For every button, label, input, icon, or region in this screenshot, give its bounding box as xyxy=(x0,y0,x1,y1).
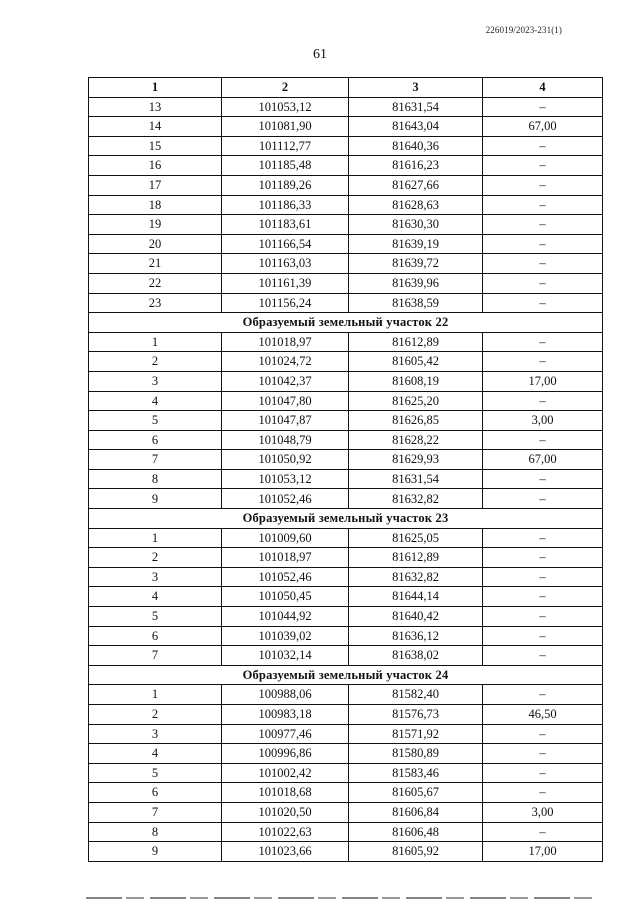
value-cell: – xyxy=(483,548,603,568)
point-number-cell: 2 xyxy=(89,352,222,372)
point-number-cell: 2 xyxy=(89,548,222,568)
value-cell: – xyxy=(483,783,603,803)
table-row xyxy=(89,822,603,842)
y-coordinate-cell: 81636,12 xyxy=(349,626,483,646)
value-cell: – xyxy=(483,97,603,117)
table-row xyxy=(89,469,603,489)
x-coordinate-cell: 101039,02 xyxy=(222,626,349,646)
point-number-cell: 6 xyxy=(89,626,222,646)
point-number-cell: 4 xyxy=(89,587,222,607)
y-coordinate-cell: 81639,72 xyxy=(349,254,483,274)
table-row xyxy=(89,528,603,548)
table-row xyxy=(89,234,603,254)
table-row xyxy=(89,705,603,725)
table-body xyxy=(89,97,603,861)
point-number-cell: 7 xyxy=(89,646,222,666)
x-coordinate-cell: 101156,24 xyxy=(222,293,349,313)
y-coordinate-cell: 81630,30 xyxy=(349,215,483,235)
value-cell: 17,00 xyxy=(483,842,603,862)
y-coordinate-cell: 81605,67 xyxy=(349,783,483,803)
x-coordinate-cell: 101002,42 xyxy=(222,763,349,783)
value-cell: – xyxy=(483,587,603,607)
point-number-cell: 2 xyxy=(89,705,222,725)
x-coordinate-cell: 100983,18 xyxy=(222,705,349,725)
y-coordinate-cell: 81643,04 xyxy=(349,117,483,137)
value-cell: – xyxy=(483,195,603,215)
point-number-cell: 5 xyxy=(89,763,222,783)
table-row xyxy=(89,273,603,293)
table-row xyxy=(89,842,603,862)
y-coordinate-cell: 81605,92 xyxy=(349,842,483,862)
value-cell: – xyxy=(483,626,603,646)
y-coordinate-cell: 81629,93 xyxy=(349,450,483,470)
x-coordinate-cell: 101009,60 xyxy=(222,528,349,548)
y-coordinate-cell: 81606,84 xyxy=(349,802,483,822)
value-cell: – xyxy=(483,136,603,156)
y-coordinate-cell: 81605,42 xyxy=(349,352,483,372)
table-row xyxy=(89,371,603,391)
value-cell: – xyxy=(483,175,603,195)
y-coordinate-cell: 81625,05 xyxy=(349,528,483,548)
value-cell: 46,50 xyxy=(483,705,603,725)
x-coordinate-cell: 101047,80 xyxy=(222,391,349,411)
x-coordinate-cell: 101163,03 xyxy=(222,254,349,274)
table-row xyxy=(89,136,603,156)
point-number-cell: 1 xyxy=(89,528,222,548)
page-number: 61 xyxy=(313,47,327,62)
section-title: Образуемый земельный участок 24 xyxy=(89,665,603,685)
value-cell: – xyxy=(483,215,603,235)
section-title-row xyxy=(89,313,603,333)
point-number-cell: 7 xyxy=(89,450,222,470)
x-coordinate-cell: 101185,48 xyxy=(222,156,349,176)
point-number-cell: 8 xyxy=(89,469,222,489)
x-coordinate-cell: 101161,39 xyxy=(222,273,349,293)
point-number-cell: 13 xyxy=(89,97,222,117)
x-coordinate-cell: 101048,79 xyxy=(222,430,349,450)
table-row xyxy=(89,391,603,411)
coordinates-table xyxy=(88,77,603,862)
value-cell: – xyxy=(483,254,603,274)
table-row xyxy=(89,411,603,431)
x-coordinate-cell: 101050,92 xyxy=(222,450,349,470)
point-number-cell: 8 xyxy=(89,822,222,842)
table-row xyxy=(89,802,603,822)
table-row xyxy=(89,646,603,666)
y-coordinate-cell: 81644,14 xyxy=(349,587,483,607)
table-row xyxy=(89,450,603,470)
y-coordinate-cell: 81628,22 xyxy=(349,430,483,450)
value-cell: – xyxy=(483,332,603,352)
point-number-cell: 5 xyxy=(89,607,222,627)
y-coordinate-cell: 81576,73 xyxy=(349,705,483,725)
value-cell: – xyxy=(483,234,603,254)
value-cell: – xyxy=(483,430,603,450)
value-cell: – xyxy=(483,763,603,783)
value-cell: – xyxy=(483,744,603,764)
value-cell: – xyxy=(483,469,603,489)
y-coordinate-cell: 81638,02 xyxy=(349,646,483,666)
section-title-row xyxy=(89,509,603,529)
point-number-cell: 1 xyxy=(89,685,222,705)
point-number-cell: 21 xyxy=(89,254,222,274)
y-coordinate-cell: 81612,89 xyxy=(349,548,483,568)
section-title: Образуемый земельный участок 23 xyxy=(89,509,603,529)
y-coordinate-cell: 81639,96 xyxy=(349,273,483,293)
x-coordinate-cell: 101023,66 xyxy=(222,842,349,862)
table-row xyxy=(89,293,603,313)
value-cell: 67,00 xyxy=(483,117,603,137)
point-number-cell: 4 xyxy=(89,391,222,411)
table-row xyxy=(89,489,603,509)
table-header-row xyxy=(89,78,603,98)
y-coordinate-cell: 81631,54 xyxy=(349,469,483,489)
x-coordinate-cell: 100988,06 xyxy=(222,685,349,705)
point-number-cell: 14 xyxy=(89,117,222,137)
x-coordinate-cell: 101022,63 xyxy=(222,822,349,842)
y-coordinate-cell: 81608,19 xyxy=(349,371,483,391)
table-row xyxy=(89,783,603,803)
table-row xyxy=(89,195,603,215)
value-cell: – xyxy=(483,685,603,705)
value-cell: 3,00 xyxy=(483,802,603,822)
table-row xyxy=(89,156,603,176)
column-header: 2 xyxy=(222,78,349,98)
x-coordinate-cell: 101024,72 xyxy=(222,352,349,372)
point-number-cell: 18 xyxy=(89,195,222,215)
x-coordinate-cell: 101189,26 xyxy=(222,175,349,195)
table-row xyxy=(89,175,603,195)
y-coordinate-cell: 81571,92 xyxy=(349,724,483,744)
point-number-cell: 19 xyxy=(89,215,222,235)
point-number-cell: 3 xyxy=(89,567,222,587)
x-coordinate-cell: 101042,37 xyxy=(222,371,349,391)
column-header: 3 xyxy=(349,78,483,98)
value-cell: – xyxy=(483,391,603,411)
y-coordinate-cell: 81632,82 xyxy=(349,567,483,587)
y-coordinate-cell: 81583,46 xyxy=(349,763,483,783)
point-number-cell: 6 xyxy=(89,430,222,450)
table-row xyxy=(89,607,603,627)
table-row xyxy=(89,215,603,235)
point-number-cell: 15 xyxy=(89,136,222,156)
point-number-cell: 9 xyxy=(89,489,222,509)
point-number-cell: 3 xyxy=(89,371,222,391)
point-number-cell: 6 xyxy=(89,783,222,803)
table-row xyxy=(89,567,603,587)
table-row xyxy=(89,332,603,352)
point-number-cell: 4 xyxy=(89,744,222,764)
x-coordinate-cell: 101053,12 xyxy=(222,97,349,117)
value-cell: – xyxy=(483,822,603,842)
value-cell: – xyxy=(483,489,603,509)
value-cell: 17,00 xyxy=(483,371,603,391)
table-row xyxy=(89,352,603,372)
table-row xyxy=(89,587,603,607)
y-coordinate-cell: 81640,42 xyxy=(349,607,483,627)
table-row xyxy=(89,626,603,646)
x-coordinate-cell: 101186,33 xyxy=(222,195,349,215)
x-coordinate-cell: 101183,61 xyxy=(222,215,349,235)
point-number-cell: 5 xyxy=(89,411,222,431)
point-number-cell: 20 xyxy=(89,234,222,254)
x-coordinate-cell: 101081,90 xyxy=(222,117,349,137)
y-coordinate-cell: 81582,40 xyxy=(349,685,483,705)
x-coordinate-cell: 101020,50 xyxy=(222,802,349,822)
y-coordinate-cell: 81625,20 xyxy=(349,391,483,411)
x-coordinate-cell: 101052,46 xyxy=(222,567,349,587)
table-row xyxy=(89,685,603,705)
table-row xyxy=(89,254,603,274)
point-number-cell: 9 xyxy=(89,842,222,862)
y-coordinate-cell: 81616,23 xyxy=(349,156,483,176)
y-coordinate-cell: 81631,54 xyxy=(349,97,483,117)
point-number-cell: 7 xyxy=(89,802,222,822)
table-row xyxy=(89,430,603,450)
column-header: 4 xyxy=(483,78,603,98)
value-cell: – xyxy=(483,528,603,548)
x-coordinate-cell: 101018,97 xyxy=(222,332,349,352)
x-coordinate-cell: 101044,92 xyxy=(222,607,349,627)
footer-stamp-line xyxy=(86,897,596,899)
table-row xyxy=(89,724,603,744)
value-cell: – xyxy=(483,273,603,293)
x-coordinate-cell: 101112,77 xyxy=(222,136,349,156)
x-coordinate-cell: 100977,46 xyxy=(222,724,349,744)
point-number-cell: 1 xyxy=(89,332,222,352)
value-cell: – xyxy=(483,156,603,176)
x-coordinate-cell: 101032,14 xyxy=(222,646,349,666)
y-coordinate-cell: 81606,48 xyxy=(349,822,483,842)
y-coordinate-cell: 81580,89 xyxy=(349,744,483,764)
table-row xyxy=(89,117,603,137)
value-cell: – xyxy=(483,724,603,744)
x-coordinate-cell: 101053,12 xyxy=(222,469,349,489)
point-number-cell: 17 xyxy=(89,175,222,195)
section-title: Образуемый земельный участок 22 xyxy=(89,313,603,333)
point-number-cell: 3 xyxy=(89,724,222,744)
x-coordinate-cell: 100996,86 xyxy=(222,744,349,764)
y-coordinate-cell: 81639,19 xyxy=(349,234,483,254)
x-coordinate-cell: 101052,46 xyxy=(222,489,349,509)
y-coordinate-cell: 81632,82 xyxy=(349,489,483,509)
y-coordinate-cell: 81640,36 xyxy=(349,136,483,156)
value-cell: 67,00 xyxy=(483,450,603,470)
section-title-row xyxy=(89,665,603,685)
table-row xyxy=(89,548,603,568)
point-number-cell: 16 xyxy=(89,156,222,176)
x-coordinate-cell: 101047,87 xyxy=(222,411,349,431)
document-id: 226019/2023-231(1) xyxy=(485,25,562,35)
value-cell: – xyxy=(483,567,603,587)
table-row xyxy=(89,97,603,117)
table-row xyxy=(89,744,603,764)
x-coordinate-cell: 101018,97 xyxy=(222,548,349,568)
column-header: 1 xyxy=(89,78,222,98)
value-cell: – xyxy=(483,293,603,313)
y-coordinate-cell: 81628,63 xyxy=(349,195,483,215)
y-coordinate-cell: 81626,85 xyxy=(349,411,483,431)
x-coordinate-cell: 101050,45 xyxy=(222,587,349,607)
point-number-cell: 23 xyxy=(89,293,222,313)
value-cell: – xyxy=(483,352,603,372)
y-coordinate-cell: 81627,66 xyxy=(349,175,483,195)
table-row xyxy=(89,763,603,783)
value-cell: – xyxy=(483,646,603,666)
y-coordinate-cell: 81638,59 xyxy=(349,293,483,313)
value-cell: 3,00 xyxy=(483,411,603,431)
x-coordinate-cell: 101166,54 xyxy=(222,234,349,254)
x-coordinate-cell: 101018,68 xyxy=(222,783,349,803)
y-coordinate-cell: 81612,89 xyxy=(349,332,483,352)
value-cell: – xyxy=(483,607,603,627)
point-number-cell: 22 xyxy=(89,273,222,293)
